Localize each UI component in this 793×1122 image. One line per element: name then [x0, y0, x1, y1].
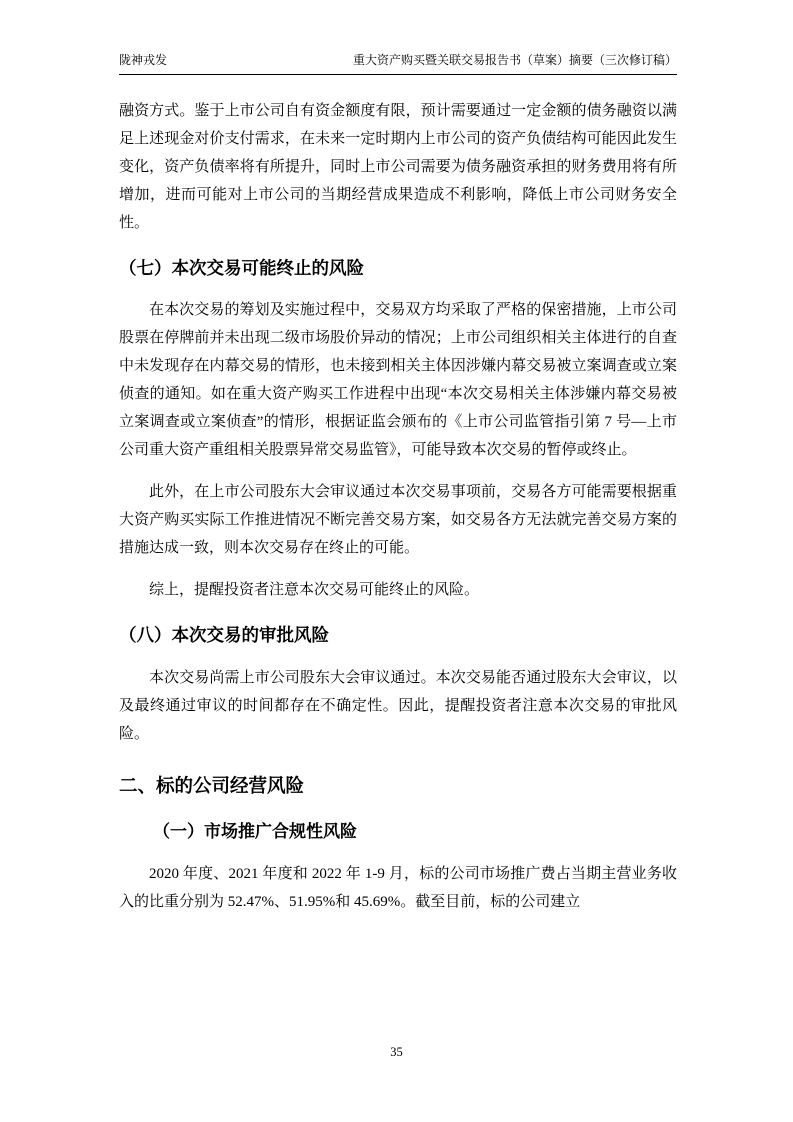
document-body [119, 75, 677, 916]
section-heading-marketing-compliance-risk: （一）市场推广合规性风险 [153, 822, 357, 842]
section-heading-termination-risk: （七）本次交易可能终止的风险 [119, 257, 364, 278]
page-header [119, 52, 677, 75]
section-heading-approval-risk: （八）本次交易的审批风险 [119, 625, 329, 646]
paragraph-marketing-expense: 2020 年度、2021 年度和 2022 年 1-9 月，标的公司市场推广费占当期主营业务收入的比重分别为 52.47%、51.95%和 45.69%。截至目前，标的公司建立 [119, 865, 677, 910]
header-company-name: 陇神戎发 [119, 53, 168, 67]
page-number: 35 [390, 1045, 403, 1059]
paragraph-insider-trading: 在本次交易的筹划及实施过程中，交易双方均采取了严格的保密措施，上市公司股票在停牌前并未出现二级市场股价异动的情况；上市公司组织相关主体进行的自查中未发现存在内幕交易的情形，也未接到相关主体因涉嫌内幕交易被立案调查或立案侦查的通知。如在重大资产购买工作进程中出现“本次交易相关主体涉嫌内幕交易被立案调查或立案侦查”的情形，根据证监会颁布的《上市公司监管指引第 7 号—上市公司重大资产重组相关股票异常交易监管》，可能导致本次交易的暂停或终止。 [119, 302, 677, 459]
paragraph-financing-continuation: 融资方式。鉴于上市公司自有资金额度有限，预计需要通过一定金额的债务融资以满足上述现金对价支付需求，在未来一定时期内上市公司的资产负债结构可能因此发生变化，资产负债率将有所提升，同时上市公司需要为债务融资承担的财务费用将有所增加，进而可能对上市公司的当期经营成果造成不利影响，降低上市公司财务安全性。 [119, 102, 677, 231]
paragraph-summary-reminder: 综上，提醒投资者注意本次交易可能终止的风险。 [149, 582, 480, 599]
page-footer [0, 1045, 793, 1060]
paragraph-plan-improvement: 此外，在上市公司股东大会审议通过本次交易事项前，交易各方可能需要根据重大资产购买实际工作推进情况不断完善交易方案，如交易各方无法就完善交易方案的措施达成一致，则本次交易存在终止的可能。 [119, 484, 677, 557]
header-document-title: 重大资产购买暨关联交易报告书（草案）摘要（三次修订稿） [352, 53, 677, 67]
paragraph-approval-risk: 本次交易尚需上市公司股东大会审议通过。本次交易能否通过股东大会审议，以及最终通过审议的时间都存在不确定性。因此，提醒投资者注意本次交易的审批风险。 [119, 670, 677, 743]
chapter-heading-target-company-risk: 二、标的公司经营风险 [119, 775, 305, 797]
